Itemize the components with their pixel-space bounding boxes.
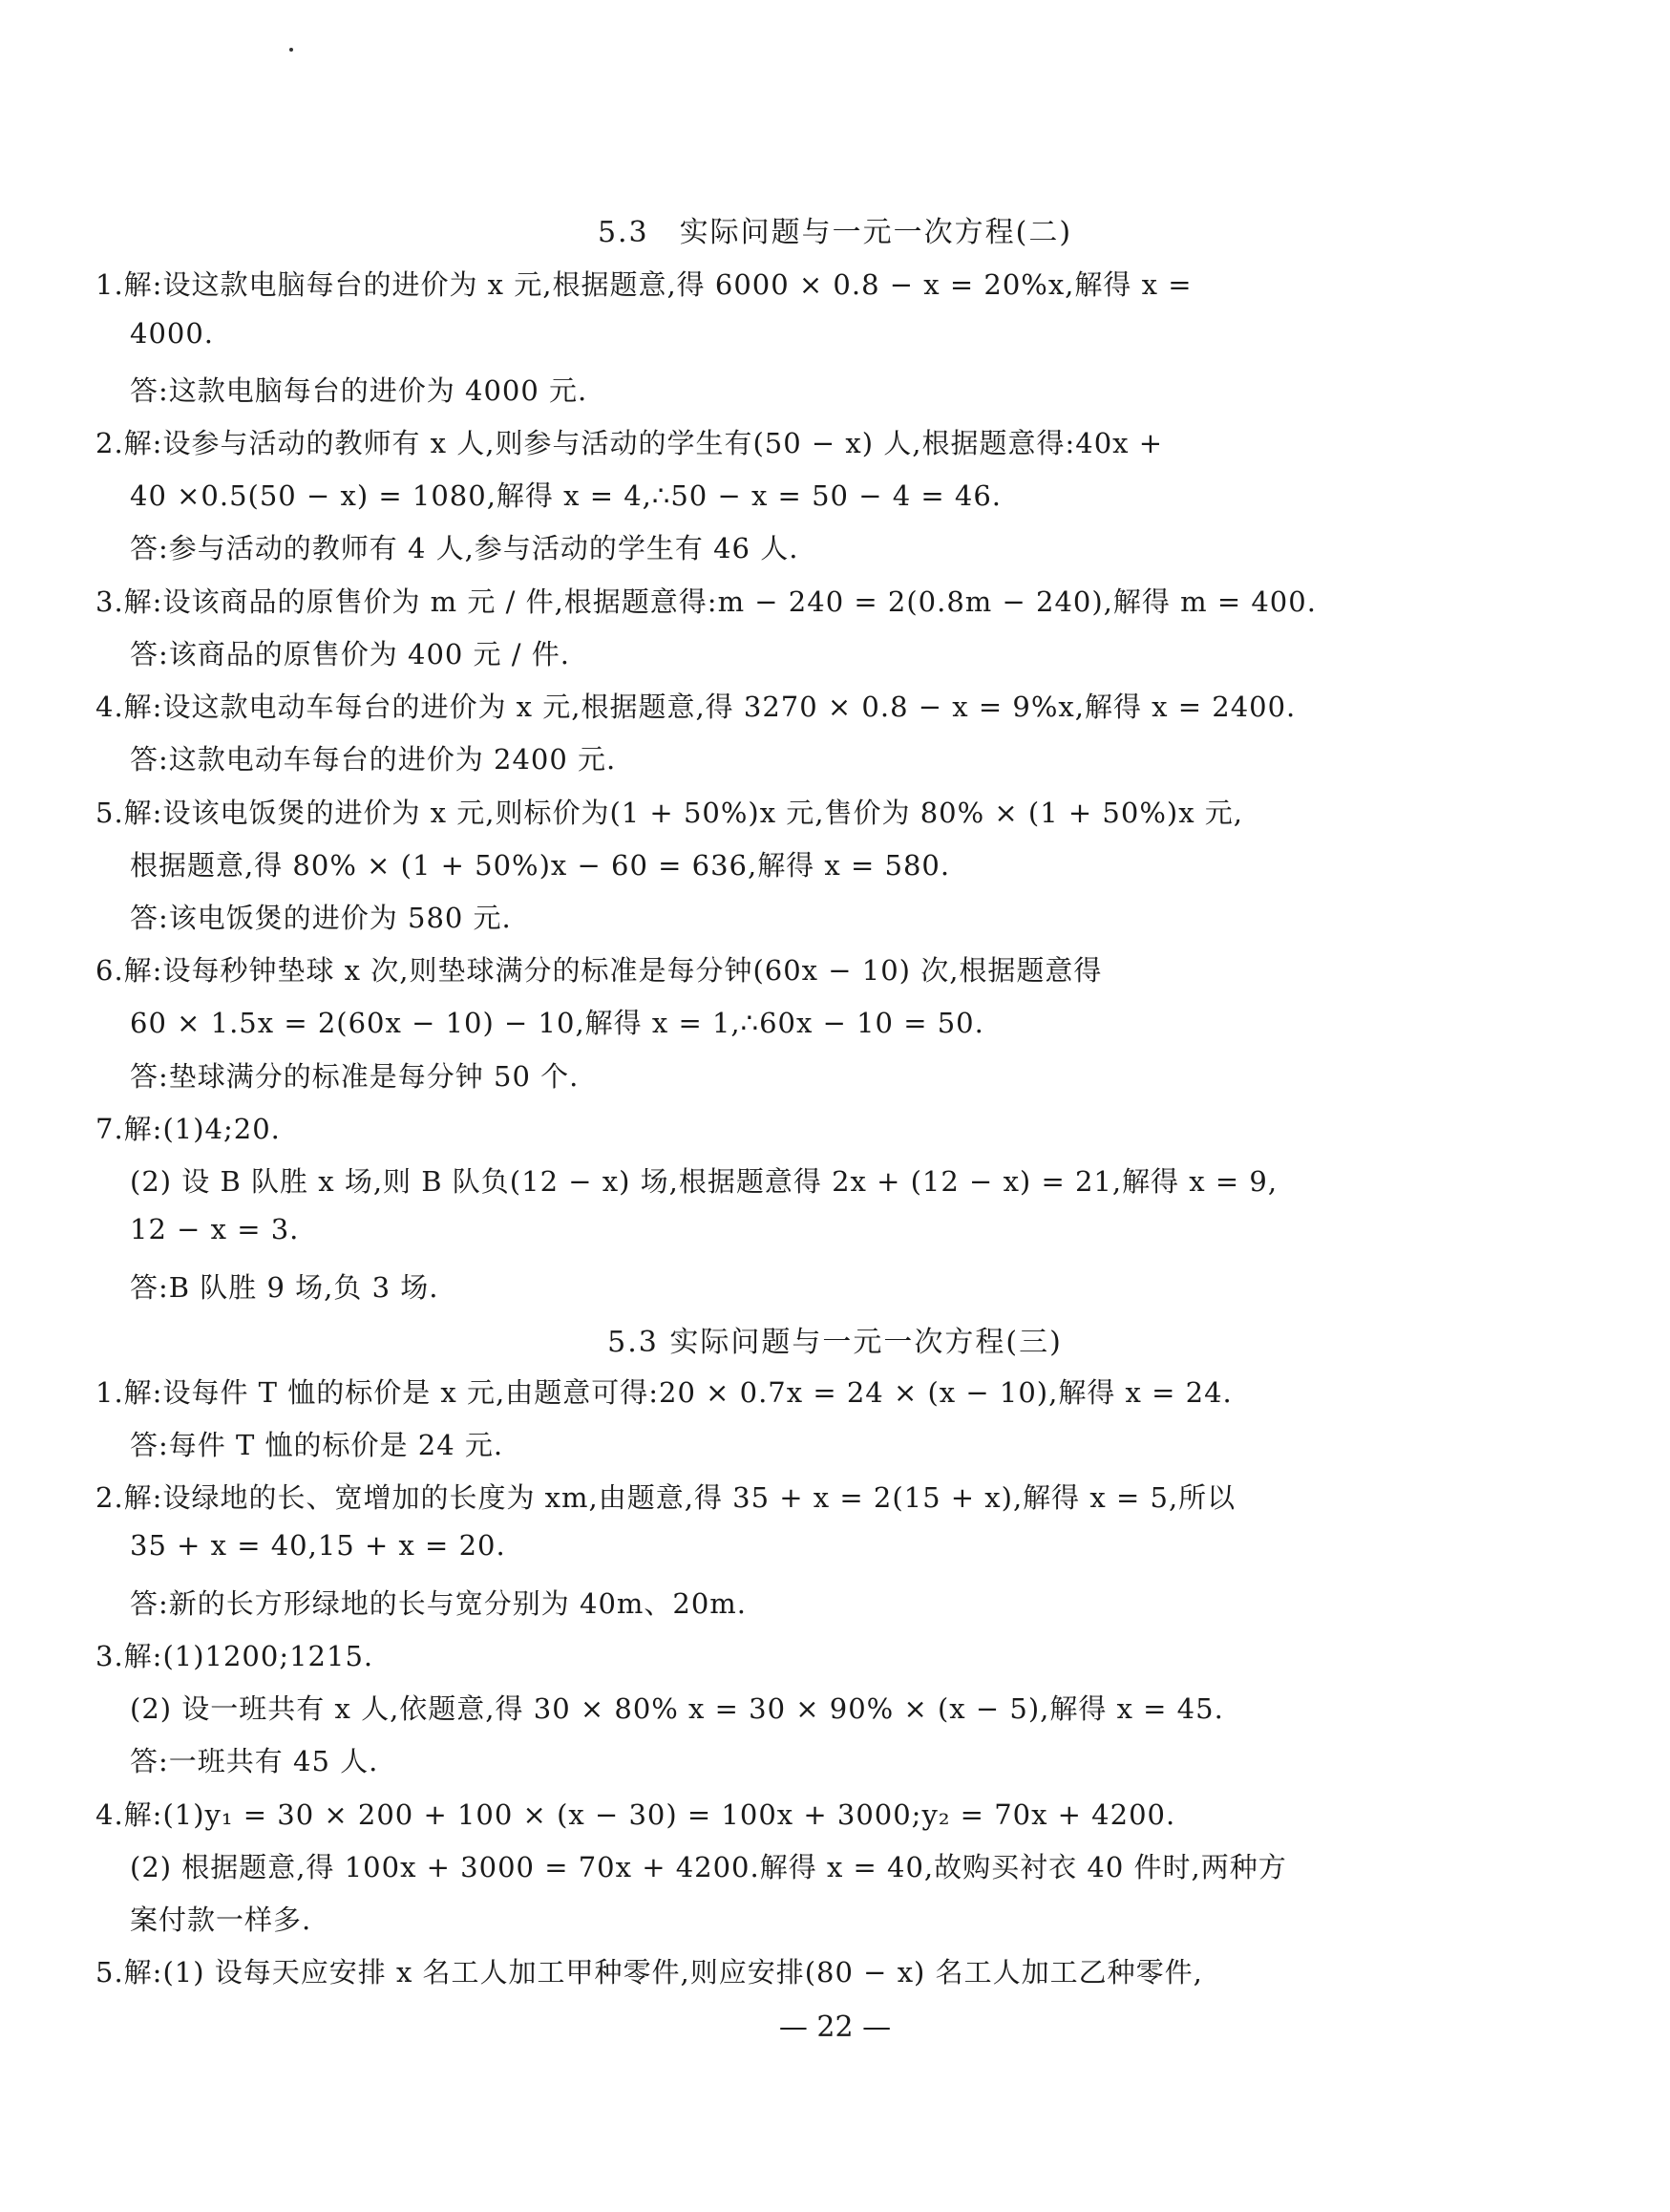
scan-speck [289,48,293,52]
answer-line: 答:该商品的原售价为 400 元 / 件. [130,638,570,670]
solution-line: 5.解:设该电饭煲的进价为 x 元,则标价为(1 + 50%)x 元,售价为 80% × (1 + 50%)x 元, [95,797,1243,829]
answer-line: 答:每件 T 恤的标价是 24 元. [130,1429,504,1461]
solution-line: 1.解:设每件 T 恤的标价是 x 元,由题意可得:20 × 0.7x = 24 × (x − 10),解得 x = 24. [95,1376,1233,1409]
solution-line: 5.解:(1) 设每天应安排 x 名工人加工甲种零件,则应安排(80 − x) 名工人加工乙种零件, [95,1956,1203,1989]
solution-line: 3.解:设该商品的原售价为 m 元 / 件,根据题意得:m − 240 = 2(0.8m − 240),解得 m = 400. [95,585,1317,618]
solution-line: 4.解:设这款电动车每台的进价为 x 元,根据题意,得 3270 × 0.8 − x = 9%x,解得 x = 2400. [95,691,1297,723]
solution-line: (2) 设 B 队胜 x 场,则 B 队负(12 − x) 场,根据题意得 2x + (12 − x) = 21,解得 x = 9, [130,1165,1279,1198]
solution-line: 6.解:设每秒钟垫球 x 次,则垫球满分的标准是每分钟(60x − 10) 次,根据题意得 [95,954,1103,987]
solution-line: 2.解:设绿地的长、宽增加的长度为 xm,由题意,得 35 + x = 2(15 + x),解得 x = 5,所以 [95,1481,1237,1514]
answer-line: 答:这款电脑每台的进价为 4000 元. [130,374,588,407]
answer-line: 答:B 队胜 9 场,负 3 场. [130,1271,439,1304]
answer-line: 答:一班共有 45 人. [130,1745,379,1777]
solution-line: 40 ×0.5(50 − x) = 1080,解得 x = 4,∴50 − x = 50 − 4 = 46. [130,479,1003,512]
section-title: 5.3 实际问题与一元一次方程(三) [607,1326,1063,1359]
answer-line: 答:新的长方形绿地的长与宽分别为 40m、20m. [130,1587,748,1620]
solution-line: 12 − x = 3. [130,1213,300,1245]
section-title: 5.3 实际问题与一元一次方程(二) [597,216,1073,249]
solution-line: 7.解:(1)4;20. [95,1113,281,1145]
page-number: — 22 — [778,2010,892,2044]
solution-line: 35 + x = 40,15 + x = 20. [130,1529,506,1562]
solution-line: (2) 根据题意,得 100x + 3000 = 70x + 4200.解得 x = 40,故购买衬衣 40 件时,两种方 [130,1851,1287,1883]
solution-line: 根据题意,得 80% × (1 + 50%)x − 60 = 636,解得 x = 580. [130,849,951,882]
solution-line: (2) 设一班共有 x 人,依题意,得 30 × 80% x = 30 × 90% × (x − 5),解得 x = 45. [130,1692,1224,1725]
solution-line: 案付款一样多. [130,1904,312,1936]
answer-line: 答:该电饭煲的进价为 580 元. [130,902,512,934]
solution-line: 3.解:(1)1200;1215. [95,1640,374,1672]
solution-line: 60 × 1.5x = 2(60x − 10) − 10,解得 x = 1,∴60x − 10 = 50. [130,1007,984,1039]
solution-line: 4.解:(1)y₁ = 30 × 200 + 100 × (x − 30) = 100x + 3000;y₂ = 70x + 4200. [95,1798,1176,1831]
answer-line: 答:这款电动车每台的进价为 2400 元. [130,743,617,776]
answer-line: 答:参与活动的教师有 4 人,参与活动的学生有 46 人. [130,532,799,564]
solution-line: 1.解:设这款电脑每台的进价为 x 元,根据题意,得 6000 × 0.8 − x = 20%x,解得 x = [95,268,1193,301]
solution-line: 2.解:设参与活动的教师有 x 人,则参与活动的学生有(50 − x) 人,根据题意得:40x + [95,427,1164,459]
solution-line: 4000. [130,317,215,350]
answer-line: 答:垫球满分的标准是每分钟 50 个. [130,1060,580,1093]
